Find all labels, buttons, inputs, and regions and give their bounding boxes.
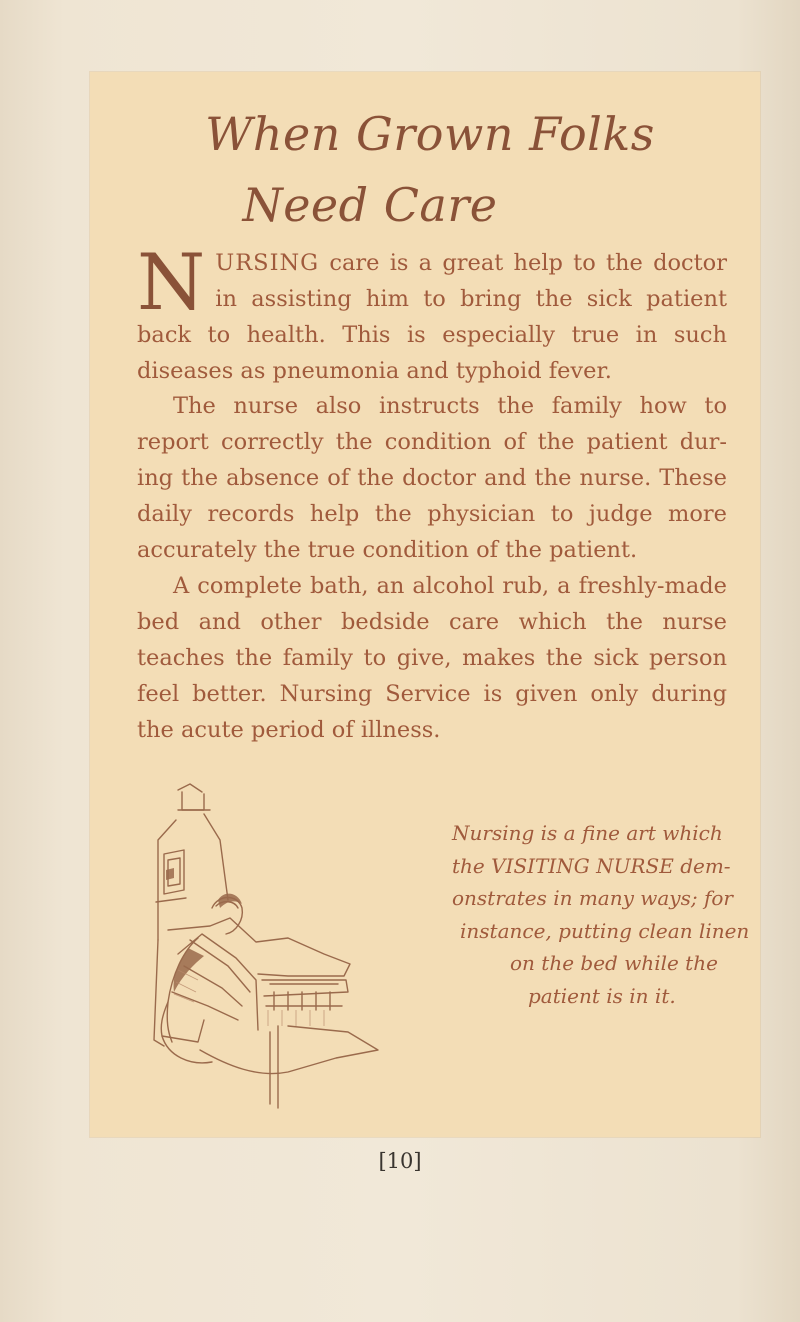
page-title-line-2: Need Care: [242, 178, 498, 232]
drop-cap-continuation: URSING: [215, 250, 320, 276]
caption-line: the VISITING NURSE dem-: [452, 853, 731, 878]
nurse-making-bed-illustration: [138, 770, 400, 1110]
caption-line: instance, putting clean linen: [460, 918, 750, 943]
page-title-line-1: When Grown Folks: [205, 107, 655, 161]
paragraph-1-text: care is a great help to the doctor in assisting him to bring the sick patient back to health. This is especially true in such diseases as pneumonia and typhoid fever.: [137, 250, 727, 384]
caption-line: onstrates in many ways; for: [452, 886, 733, 910]
paragraph-3-text: A complete bath, an alcohol rub, a freshly-made bed and other bedside care which the nurse teaches the family to give, makes the sick person feel better. Nursing Service is given only during the acute period of illness.: [137, 573, 727, 743]
caption-line: patient is in it.: [528, 983, 676, 1008]
page-number: [10]: [378, 1149, 422, 1173]
paragraph-nursing-care: [137, 238, 727, 389]
caption-line: on the bed while the: [510, 951, 718, 975]
caption-line: Nursing is a fine art which: [452, 821, 723, 845]
drop-cap: N: [137, 238, 206, 328]
paragraph-family-instruction: [137, 388, 727, 568]
paragraph-bedside-care: [137, 568, 727, 748]
paragraph-2-text: The nurse also instructs the family how to report correctly the condition of the patient dur- ing the absence of the doctor and the nurse. These daily records help the physician to judge more accurately the true condition of the patient.: [137, 393, 727, 563]
illustration-caption: [452, 817, 750, 1012]
